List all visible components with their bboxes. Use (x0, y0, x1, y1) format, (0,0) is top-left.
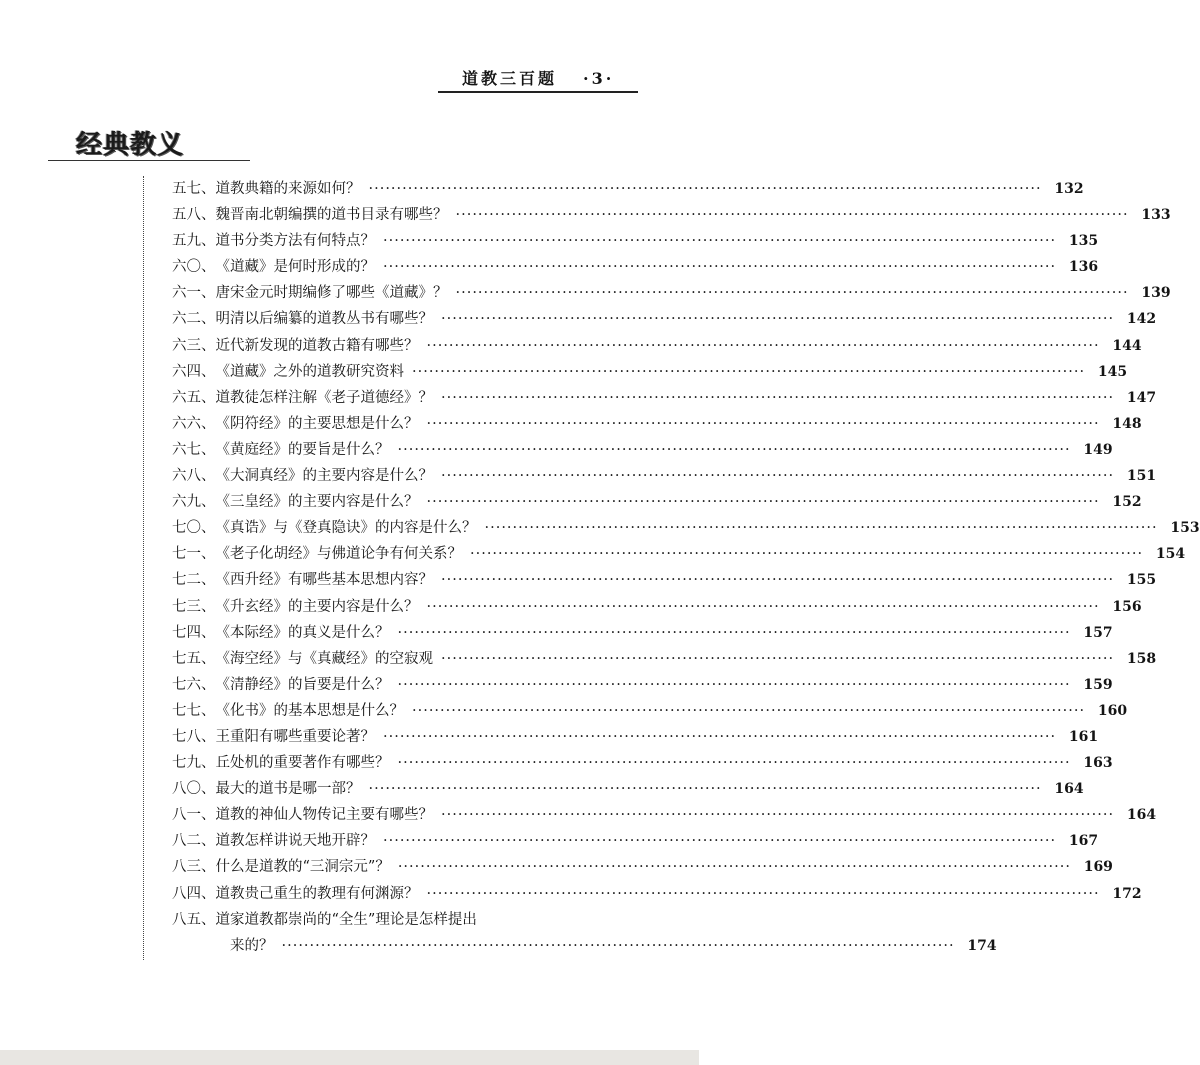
toc-leader-dots: ························································································································ (412, 702, 1086, 719)
toc-entry-page: 156 (1112, 598, 1142, 615)
section-title: 经典教义 (76, 130, 185, 160)
toc-entry-page: 136 (1068, 259, 1099, 276)
toc-entry-page: 163 (1083, 755, 1113, 772)
toc-leader-dots: ························································································································ (426, 337, 1100, 354)
toc-leader-dots: ························································································································ (383, 728, 1057, 745)
toc-entry (172, 776, 1084, 802)
toc-entry-title: 《升玄经》的主要内容是什么？ (215, 598, 419, 615)
toc-entry-page: 169 (1083, 859, 1113, 876)
toc-entry (172, 672, 1113, 698)
toc-entry-title: 道书分类方法有何特点？ (215, 233, 375, 250)
toc-entry-page: 172 (1112, 885, 1142, 902)
toc-entry-title: 最大的道书是哪一部？ (215, 781, 361, 798)
toc-entry-number: 八〇、 (172, 781, 216, 798)
toc-entry (172, 802, 1157, 828)
toc-entry-title: 魏晋南北朝编撰的道书目录有哪些？ (215, 207, 448, 224)
toc-leader-dots: ························································································································ (470, 546, 1144, 563)
toc-leader-dots: ························································································································ (441, 389, 1115, 406)
toc-leader-dots: ························································································································ (426, 415, 1100, 432)
toc-entry-page: 133 (1141, 207, 1171, 224)
toc-entry (172, 359, 1128, 385)
toc-entry-title: 《道藏》是何时形成的？ (215, 259, 375, 276)
toc-entry-number: 七七、 (172, 702, 216, 719)
toc-entry (172, 620, 1113, 646)
toc-entry-title: 《黄庭经》的要旨是什么？ (215, 441, 390, 458)
toc-entry-page: 145 (1097, 363, 1128, 380)
toc-entry (172, 280, 1171, 306)
toc-entry-number: 六二、 (172, 311, 216, 328)
toc-entry-page: 151 (1126, 468, 1157, 485)
toc-entry-title: 什么是道教的“三洞宗元”？ (215, 859, 390, 876)
toc-leader-dots: ························································································································ (383, 233, 1057, 250)
toc-entry (172, 750, 1113, 776)
toc-entry (172, 698, 1128, 724)
toc-leader-dots: ························································································································ (397, 441, 1071, 458)
toc-leader-dots: ························································································································ (397, 859, 1071, 876)
margin-dotted-line (143, 176, 144, 960)
toc-entry (172, 202, 1171, 228)
toc-entry (172, 567, 1157, 593)
toc-leader-dots: ························································································································ (397, 755, 1071, 772)
toc-entry-title: 道教典籍的来源如何？ (215, 181, 361, 197)
toc-entry (172, 176, 1084, 202)
toc-entry-page: 147 (1126, 389, 1157, 406)
toc-entry-number: 五八、 (172, 207, 216, 224)
section-rule (48, 160, 250, 161)
toc-entry-page: 160 (1097, 702, 1128, 719)
toc-entry (172, 828, 1099, 854)
toc-entry-number: 七三、 (172, 598, 216, 615)
toc-leader-dots: ························································································································ (383, 833, 1057, 850)
toc-entry-title: 道教徒怎样注解《老子道德经》？ (215, 389, 433, 406)
page-number: ·3· (583, 69, 615, 88)
toc-entry (172, 254, 1099, 280)
toc-entry-title: 《道藏》之外的道教研究资料 (215, 363, 404, 380)
toc-entry-title: 道家道教都崇尚的“全生”理论是怎样提出 (215, 911, 477, 928)
toc-entry-number: 五九、 (172, 233, 216, 250)
toc-leader-dots: ························································································································ (383, 259, 1057, 276)
toc-entry-title: 《老子化胡经》与佛道论争有何关系？ (215, 546, 462, 563)
toc-entry (172, 385, 1157, 411)
toc-entry (172, 489, 1142, 515)
toc-entry (172, 724, 1099, 750)
toc-leader-dots: ························································································································ (455, 207, 1129, 224)
toc-entry (172, 907, 644, 933)
toc-entry (172, 228, 1099, 254)
running-header (462, 66, 614, 89)
toc-leader-dots: ························································································································ (426, 885, 1100, 902)
toc-leader-dots: ························································································································ (368, 781, 1042, 798)
toc-leader-dots: ························································································································ (426, 494, 1100, 511)
toc-entry (172, 594, 1142, 620)
toc-entry-page: 144 (1112, 337, 1142, 354)
toc-entry-continuation (172, 933, 997, 959)
toc-leader-dots: ························································································································ (455, 285, 1129, 302)
toc-entry-page: 167 (1068, 833, 1099, 850)
toc-entry-number: 八四、 (172, 885, 216, 902)
toc-entry-title: 道教的神仙人物传记主要有哪些？ (215, 807, 433, 824)
toc-leader-dots: ························································································································ (397, 624, 1071, 641)
toc-entry (172, 854, 1113, 880)
toc-entry-page: 149 (1083, 441, 1113, 458)
toc-entry-title: 近代新发现的道教古籍有哪些？ (215, 337, 419, 354)
toc-entry (172, 411, 1142, 437)
toc-entry-number: 六四、 (172, 363, 216, 380)
toc-entry-number: 七九、 (172, 755, 216, 772)
toc-entry-number: 六六、 (172, 415, 216, 432)
toc-entry (172, 515, 1200, 541)
toc-leader-dots: ························································································································ (368, 181, 1042, 197)
toc-entry (172, 437, 1113, 463)
toc-entry-number: 七六、 (172, 676, 216, 693)
toc-leader-dots: ························································································································ (441, 311, 1115, 328)
toc-entry-page: 142 (1126, 311, 1157, 328)
toc-entry-title: 《清静经》的旨要是什么？ (215, 676, 390, 693)
toc-entry-title: 《三皇经》的主要内容是什么？ (215, 494, 419, 511)
toc-leader-dots: ························································································································ (484, 520, 1158, 537)
toc-entry-number: 五七、 (172, 181, 216, 197)
toc-entry-title: 《化书》的基本思想是什么？ (215, 702, 404, 719)
toc-entry-number: 七八、 (172, 728, 216, 745)
toc-entry-page: 164 (1126, 807, 1157, 824)
toc-entry-page: 157 (1083, 624, 1113, 641)
toc-leader-dots: ························································································································ (397, 676, 1071, 693)
toc-entry (172, 541, 1186, 567)
toc-entry-title: 《阴符经》的主要思想是什么？ (215, 415, 419, 432)
toc-entry-page: 154 (1155, 546, 1186, 563)
toc-entry-page: 148 (1112, 415, 1142, 432)
toc-entry-title: 《本际经》的真义是什么？ (215, 624, 390, 641)
toc-entry-title-continued: 来的？ (230, 937, 274, 954)
toc-leader-dots: ························································································································ (412, 363, 1086, 380)
toc-entry-title: 《大洞真经》的主要内容是什么？ (215, 468, 433, 485)
toc-entry-number: 八二、 (172, 833, 216, 850)
toc-entry-page: 161 (1068, 728, 1099, 745)
toc-leader-dots: ························································································································ (441, 468, 1115, 485)
toc-entry-title: 《真诰》与《登真隐诀》的内容是什么？ (215, 520, 477, 537)
toc-entry (172, 306, 1157, 332)
toc-entry-number: 七一、 (172, 546, 216, 563)
toc-entry-page: 135 (1068, 233, 1099, 250)
toc-entry-number: 六一、 (172, 285, 216, 302)
toc-entry-number: 七四、 (172, 624, 216, 641)
toc-entry-title: 道教贵己重生的教理有何渊源？ (215, 885, 419, 902)
toc-entry-number: 八一、 (172, 807, 216, 824)
toc-entry-number: 六三、 (172, 337, 216, 354)
toc-entry-page: 132 (1054, 181, 1084, 197)
toc-entry-number: 七五、 (172, 650, 216, 667)
toc-entry-number: 七〇、 (172, 520, 216, 537)
toc-entry-number: 六八、 (172, 468, 216, 485)
toc-entry-number: 六九、 (172, 494, 216, 511)
toc-entry-number: 六七、 (172, 441, 216, 458)
toc-entry-title: 《海空经》与《真藏经》的空寂观 (215, 650, 433, 667)
toc-entry-page: 155 (1126, 572, 1157, 589)
table-of-contents (172, 176, 1200, 959)
toc-entry-number: 八三、 (172, 859, 216, 876)
header-rule (438, 91, 638, 93)
book-title: 道教三百题 (462, 69, 558, 88)
toc-entry-title: 王重阳有哪些重要论著？ (215, 728, 375, 745)
toc-entry-page: 174 (967, 937, 997, 954)
toc-entry-title: 丘处机的重要著作有哪些？ (215, 755, 390, 772)
toc-entry-page: 139 (1141, 285, 1171, 302)
toc-entry-number: 八五、 (172, 911, 216, 928)
toc-entry-page: 153 (1170, 520, 1200, 537)
toc-entry (172, 646, 1157, 672)
toc-entry-title: 明清以后编纂的道教丛书有哪些？ (215, 311, 433, 328)
toc-entry-number: 六〇、 (172, 259, 216, 276)
toc-entry-page: 164 (1054, 781, 1084, 798)
toc-leader-dots: ························································································································ (441, 650, 1115, 667)
toc-entry-page: 159 (1083, 676, 1113, 693)
toc-entry-page: 158 (1126, 650, 1157, 667)
toc-entry (172, 881, 1142, 907)
toc-entry (172, 463, 1157, 489)
toc-entry-title: 道教怎样讲说天地开辟？ (215, 833, 375, 850)
toc-entry (172, 333, 1142, 359)
toc-entry-number: 六五、 (172, 389, 216, 406)
toc-leader-dots: ························································································································ (441, 572, 1115, 589)
scan-edge (0, 1050, 699, 1065)
toc-entry-number: 七二、 (172, 572, 216, 589)
toc-leader-dots: ························································································································ (281, 937, 955, 954)
toc-entry-title: 《西升经》有哪些基本思想内容？ (215, 572, 433, 589)
toc-entry-title: 唐宋金元时期编修了哪些《道藏》？ (215, 285, 448, 302)
toc-leader-dots: ························································································································ (441, 807, 1115, 824)
toc-entry-page: 152 (1112, 494, 1142, 511)
toc-leader-dots: ························································································································ (426, 598, 1100, 615)
